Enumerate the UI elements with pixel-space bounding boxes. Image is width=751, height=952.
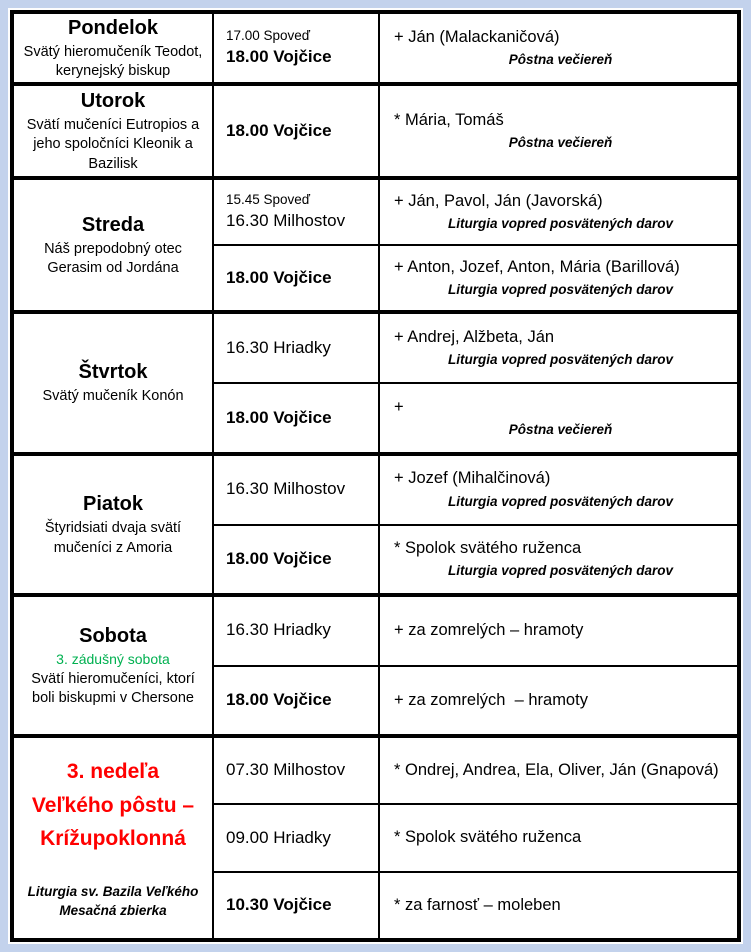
time-cell [214, 738, 380, 803]
service-row [214, 384, 737, 452]
service-row [214, 667, 737, 735]
day-note-line: Mesačná zbierka [59, 903, 167, 919]
service-row [214, 597, 737, 667]
day-row [14, 738, 737, 938]
day-row [14, 180, 737, 314]
day-cell [14, 314, 214, 452]
day-cell [14, 86, 214, 176]
day-title-line: Pondelok [67, 16, 158, 39]
day-row [14, 456, 737, 597]
liturgical-schedule-table [10, 10, 741, 942]
time-label: 07.30 Milhostov [226, 760, 346, 780]
time-cell [214, 526, 380, 594]
day-title-line: Piatok [82, 493, 144, 516]
time-cell [214, 384, 380, 452]
time-cell [214, 180, 380, 244]
time-label: 18.00 Vojčice [226, 46, 332, 66]
day-title-line: Streda [81, 213, 145, 236]
services-column [214, 456, 737, 593]
day-note [28, 882, 199, 921]
service-row [214, 86, 737, 176]
day-title-line: Krížupoklonná [40, 827, 186, 851]
intention-text: + za zomrelých – hramoty [394, 690, 588, 709]
intention-text: + Anton, Jozef, Anton, Mária (Barillová) [394, 257, 680, 276]
day-cell [14, 738, 214, 938]
service-row [214, 180, 737, 246]
intention-cell [380, 14, 737, 82]
time-label: 16.30 Milhostov [226, 210, 346, 230]
liturgy-label: Pôstna večiereň [508, 52, 613, 68]
intention-cell [380, 526, 737, 594]
intention-cell [380, 738, 737, 803]
liturgy-label: Pôstna večiereň [508, 422, 613, 438]
services-column [214, 14, 737, 82]
intention-text: * Mária, Tomáš [394, 110, 504, 129]
liturgy-label: Liturgia vopred posvätených darov [447, 352, 674, 368]
service-row [214, 526, 737, 594]
intention-text: * za farnosť – moleben [394, 895, 561, 914]
time-label: 16.30 Hriadky [226, 620, 331, 640]
day-title [82, 212, 144, 238]
day-title-line: Utorok [80, 90, 146, 113]
intention-cell [380, 246, 737, 310]
intention-cell [380, 314, 737, 382]
liturgy-label: Liturgia vopred posvätených darov [447, 282, 674, 298]
service-row [214, 14, 737, 82]
time-label: 18.00 Vojčice [226, 548, 332, 568]
time-label: 18.00 Vojčice [226, 407, 332, 427]
service-row [214, 873, 737, 938]
time-label: 16.30 Milhostov [226, 479, 346, 499]
intention-text: + Ján, Pavol, Ján (Javorská) [394, 191, 603, 210]
day-subtitle: Svätí mučeníci Eutropios a jeho spoločníci Kleonik a Bazilisk [26, 117, 200, 172]
service-row [214, 314, 737, 384]
day-title-line: 3. nedeľa [66, 760, 160, 784]
day-title [79, 623, 147, 649]
intention-text: + za zomrelých – hramoty [394, 621, 584, 640]
day-subtitle: Náš prepodobný otec Gerasim od Jordána [44, 240, 182, 276]
intention-text: + Ján (Malackaničová) [394, 27, 560, 46]
day-row [14, 86, 737, 180]
time-cell [214, 805, 380, 870]
day-cell [14, 597, 214, 734]
service-row [214, 805, 737, 872]
service-row [214, 456, 737, 526]
intention-text: + Andrej, Alžbeta, Ján [394, 327, 555, 346]
services-column [214, 86, 737, 176]
day-row [14, 597, 737, 738]
intention-cell [380, 456, 737, 524]
liturgy-label: Liturgia vopred posvätených darov [447, 563, 674, 579]
intention-cell [380, 180, 737, 244]
day-title [81, 88, 145, 114]
time-cell [214, 456, 380, 524]
day-cell [14, 180, 214, 310]
intention-cell [380, 667, 737, 735]
day-title-line: Sobota [79, 624, 147, 647]
day-subtitle: Svätý mučeník Konón [42, 388, 184, 405]
intention-text: * Spolok svätého ruženca [394, 828, 582, 847]
day-title [32, 755, 194, 856]
time-label: 18.00 Vojčice [226, 267, 332, 287]
time-cell [214, 14, 380, 82]
liturgy-label: Pôstna večiereň [508, 135, 613, 151]
day-note-line: Liturgia sv. Bazila Veľkého [27, 883, 199, 899]
day-title-line: Veľkého pôstu – [31, 793, 195, 817]
services-column [214, 597, 737, 734]
time-label: 16.30 Hriadky [226, 337, 331, 357]
services-column [214, 314, 737, 452]
time-label: 18.00 Vojčice [226, 120, 332, 140]
day-row [14, 314, 737, 456]
time-label: 09.00 Hriadky [226, 827, 331, 847]
liturgy-label: Liturgia vopred posvätených darov [447, 216, 674, 232]
pre-time-label: 15.45 Spoveď [226, 192, 311, 208]
time-cell [214, 314, 380, 382]
service-row [214, 246, 737, 310]
day-subtitle: Svätý hieromučeník Teodot, kerynejský biskup [23, 43, 203, 79]
liturgy-label: Liturgia vopred posvätených darov [447, 493, 674, 509]
day-title [83, 491, 143, 517]
time-cell [214, 246, 380, 310]
time-cell [214, 597, 380, 665]
pre-time-label: 17.00 Spoveď [226, 28, 311, 44]
time-label: 18.00 Vojčice [226, 689, 332, 709]
intention-text: + [394, 397, 404, 416]
day-title [79, 359, 148, 385]
intention-text: * Spolok svätého ruženca [394, 538, 582, 557]
intention-cell [380, 597, 737, 665]
day-cell [14, 456, 214, 593]
time-cell [214, 667, 380, 735]
day-row [14, 14, 737, 86]
intention-text: * Ondrej, Andrea, Ela, Oliver, Ján (Gnapová) [394, 760, 719, 779]
intention-cell [380, 805, 737, 870]
day-subtitle: Štyridsiati dvaja svätí mučeníci z Amoria [44, 520, 182, 556]
day-cell [14, 14, 214, 82]
time-cell [214, 86, 380, 176]
services-column [214, 180, 737, 310]
service-row [214, 738, 737, 805]
day-title-line: Štvrtok [78, 361, 148, 384]
intention-text: + Jozef (Mihalčinová) [394, 469, 551, 488]
day-subtitle: Svätí hieromučeníci, ktorí boli biskupmi v Chersone [31, 670, 195, 707]
day-special-note: 3. zádušný sobota [56, 650, 170, 667]
intention-cell [380, 86, 737, 176]
services-column [214, 738, 737, 938]
time-label: 10.30 Vojčice [226, 894, 332, 914]
day-title [68, 15, 158, 41]
intention-cell [380, 873, 737, 938]
intention-cell [380, 384, 737, 452]
time-cell [214, 873, 380, 938]
